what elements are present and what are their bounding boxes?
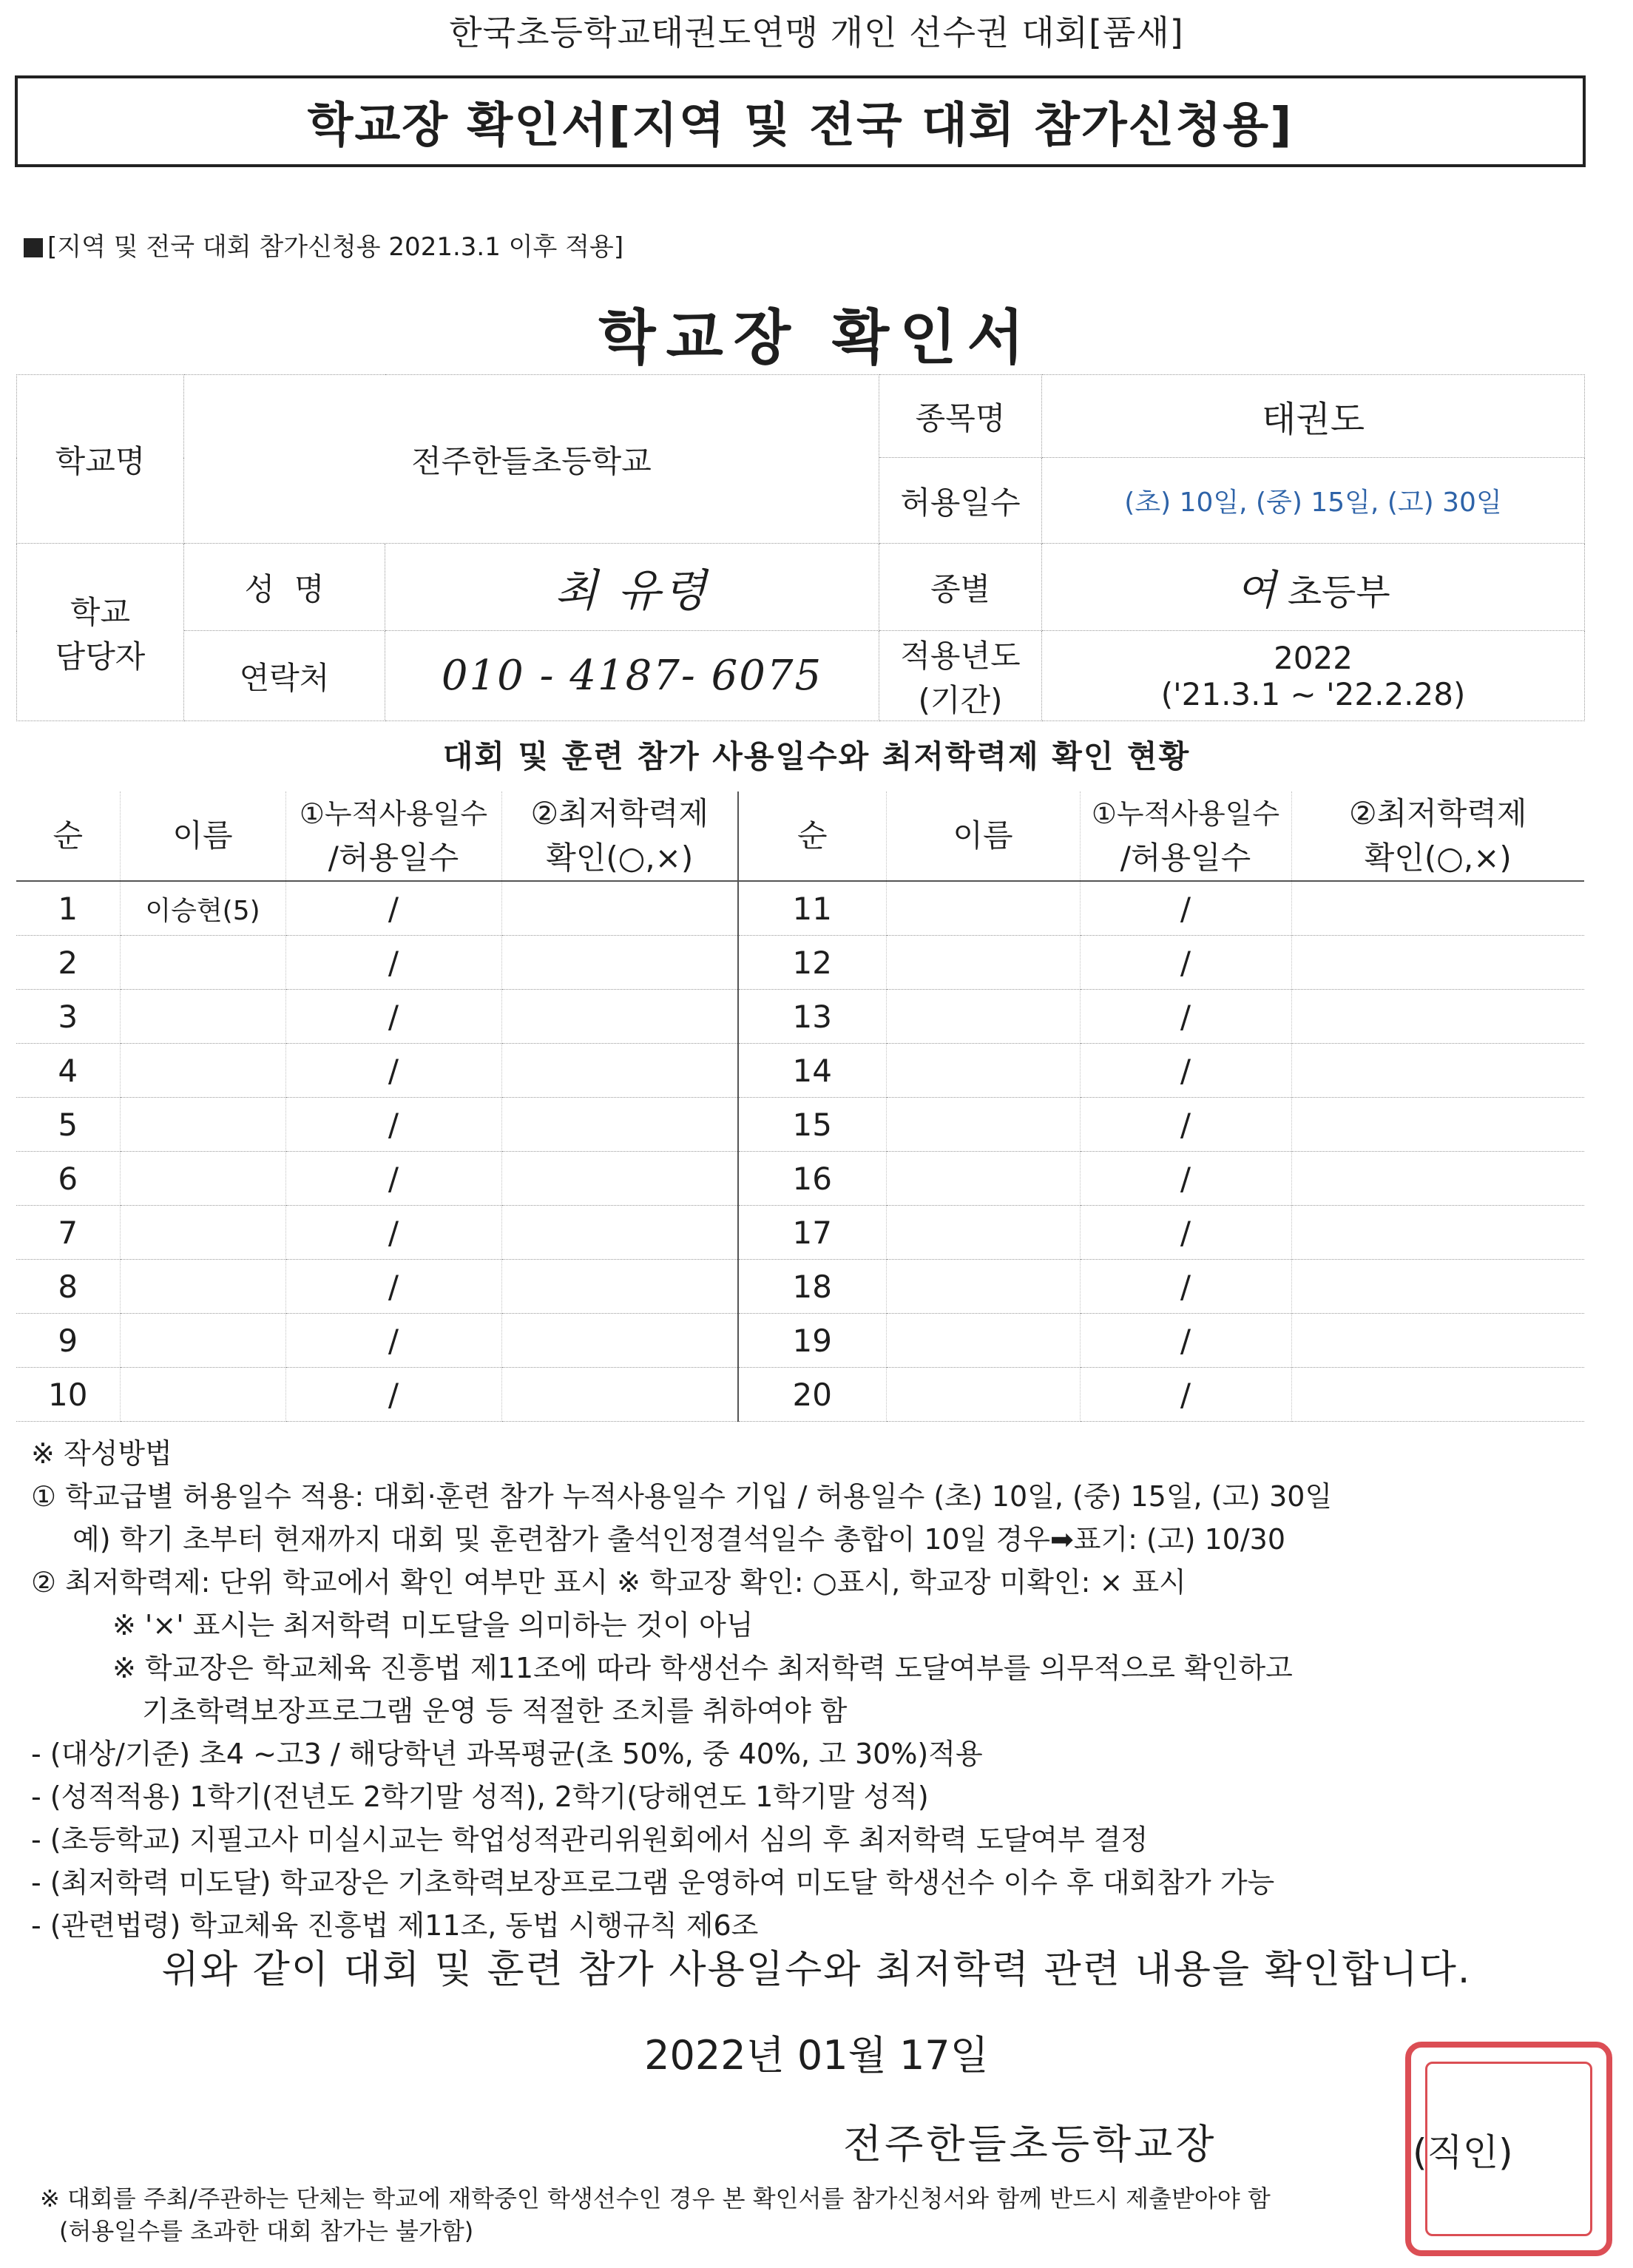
instruction-line: ② 최저학력제: 단위 학교에서 확인 여부만 표시 ※ 학교장 확인: ○표시, 학교장 미확인: × 표시 [31,1566,1186,1599]
col-check-left [501,792,738,881]
left-name-cell [120,1368,285,1422]
left-check-cell [501,1314,738,1368]
right-days-cell: / [1080,1044,1291,1098]
col-days-right-line1: ①누적사용일수 [1091,797,1280,830]
table-row [16,1098,1584,1152]
usage-section-title: 대회 및 훈련 참가 사용일수와 최저학력제 확인 현황 [442,738,1191,774]
category-value [1042,544,1585,631]
right-days-cell: / [1080,1368,1291,1422]
col-check-left-line2: 확인(○,×) [546,840,694,876]
left-check-cell [501,1152,738,1206]
principal-title: 전주한들초등학교장 [843,2121,1217,2167]
col-name-right: 이름 [886,792,1080,881]
right-days-cell: / [1080,1314,1291,1368]
left-days-cell: / [285,1368,501,1422]
left-name-cell [120,1098,285,1152]
right-name-cell [886,1044,1080,1098]
col-check-left-line1: ②최저학력제 [530,795,709,831]
col-days-left-line1: ①누적사용일수 [299,797,488,830]
right-no-cell: 12 [738,936,886,990]
left-name-cell [120,1206,285,1260]
left-check-cell [501,936,738,990]
col-days-right-line2: /허용일수 [1120,840,1251,876]
period-value [1042,631,1585,721]
right-no-cell: 17 [738,1206,886,1260]
table-row [16,1206,1584,1260]
category-mark-handwriting: 여 [1236,566,1278,615]
seal-label: (직인) [1413,2131,1513,2174]
left-no-cell: 9 [16,1314,120,1368]
right-name-cell [886,1368,1080,1422]
left-check-cell [501,1260,738,1314]
manager-label-line2: 담당자 [55,638,146,675]
instruction-line: ※ 학교장은 학교체육 진흥법 제11조에 따라 학생선수 최저학력 도달여부를 의무적으로 확인하고 [112,1652,1293,1684]
table-row [16,1314,1584,1368]
table-row [16,881,1584,936]
instruction-line: ① 학교급별 허용일수 적용: 대회·훈련 참가 누적사용일수 기입 / 허용일수 (초) 10일, (중) 15일, (고) 30일 [31,1480,1333,1513]
instruction-line: 예) 학기 초부터 현재까지 대회 및 훈련참가 출석인정결석일수 총합이 10일 경우➡표기: (고) 10/30 [72,1523,1286,1556]
left-name-cell [120,1152,285,1206]
col-check-right-line1: ②최저학력제 [1348,795,1527,831]
left-no-cell: 1 [16,881,120,936]
left-check-cell [501,1206,738,1260]
left-no-cell: 2 [16,936,120,990]
table-row [16,1152,1584,1206]
manager-name-label: 성 명 [184,544,385,631]
col-check-right [1291,792,1584,881]
right-days-cell: / [1080,1260,1291,1314]
col-no-right: 순 [738,792,886,881]
instruction-line: - (최저학력 미도달) 학교장은 기초학력보장프로그램 운영하여 미도달 학생선수 이수 후 대회참가 가능 [31,1866,1275,1899]
right-no-cell: 15 [738,1098,886,1152]
left-name-cell [120,936,285,990]
col-days-right [1080,792,1291,881]
contact-label: 연락처 [184,631,385,721]
usage-table-body [16,881,1584,1422]
contact-handwriting: 010 - 4187- 6075 [441,652,823,700]
right-name-cell [886,1098,1080,1152]
col-no-left: 순 [16,792,120,881]
document-date: 2022년 01월 17일 [644,2032,989,2079]
left-days-cell: / [285,1314,501,1368]
col-check-right-line2: 확인(○,×) [1364,840,1512,876]
right-check-cell [1291,1152,1584,1206]
period-year: 2022 [1274,639,1353,676]
square-bullet-icon [24,238,43,257]
left-name-cell [120,990,285,1044]
usage-table-header [16,792,1584,881]
left-days-cell: / [285,936,501,990]
left-no-cell: 3 [16,990,120,1044]
allowed-days-label: 허용일수 [879,458,1042,544]
right-no-cell: 11 [738,881,886,936]
left-name-cell [120,1260,285,1314]
right-days-cell: / [1080,881,1291,936]
confirmation-statement: 위와 같이 대회 및 훈련 참가 사용일수와 최저학력 관련 내용을 확인합니다. [161,1948,1472,1992]
right-no-cell: 18 [738,1260,886,1314]
manager-label [17,544,184,721]
left-no-cell: 4 [16,1044,120,1098]
left-days-cell: / [285,1206,501,1260]
right-no-cell: 20 [738,1368,886,1422]
right-check-cell [1291,1314,1584,1368]
left-check-cell [501,1098,738,1152]
right-check-cell [1291,1098,1584,1152]
event-label: 종목명 [879,375,1042,458]
col-days-left-line2: /허용일수 [328,840,459,876]
manager-name-handwriting: 최 유령 [555,564,709,617]
left-days-cell: / [285,1260,501,1314]
right-days-cell: / [1080,1152,1291,1206]
document-title: 학교장 확인서 [598,303,1035,372]
right-check-cell [1291,990,1584,1044]
table-row [16,1368,1584,1422]
manager-label-line1: 학교 [70,593,131,630]
period-range: ('21.3.1 ~ '22.2.28) [1160,675,1466,712]
right-name-cell [886,936,1080,990]
right-days-cell: / [1080,1206,1291,1260]
right-name-cell [886,1152,1080,1206]
right-check-cell [1291,1206,1584,1260]
banner-title: 학교장 확인서[지역 및 전국 대회 참가신청용] [15,75,1586,167]
period-label-line2: (기간) [918,681,1003,718]
school-info-table [16,374,1585,721]
instruction-line: - (초등학교) 지필고사 미실시교는 학업성적관리위원회에서 심의 후 최저학력 도달여부 결정 [31,1823,1149,1856]
table-row [16,1044,1584,1098]
school-name-value: 전주한들초등학교 [184,375,879,544]
right-check-cell [1291,881,1584,936]
instruction-line: - (관련법령) 학교체육 진흥법 제11조, 동법 시행규칙 제6조 [31,1909,759,1942]
left-check-cell [501,881,738,936]
right-days-cell: / [1080,990,1291,1044]
footer-line2: (허용일수를 초과한 대회 참가는 불가함) [59,2217,474,2245]
instruction-line: - (대상/기준) 초4 ~고3 / 해당학년 과목평균(초 50%, 중 40%, 고 30%)적용 [31,1738,983,1770]
right-no-cell: 14 [738,1044,886,1098]
left-no-cell: 10 [16,1368,120,1422]
applicability-note [24,226,623,263]
left-check-cell [501,990,738,1044]
right-check-cell [1291,1044,1584,1098]
contact-value [385,631,879,721]
right-days-cell: / [1080,936,1291,990]
left-days-cell: / [285,1098,501,1152]
right-name-cell [886,1206,1080,1260]
period-label [879,631,1042,721]
instruction-line: ※ '×' 표시는 최저학력 미도달을 의미하는 것이 아님 [112,1609,754,1641]
table-row [16,936,1584,990]
right-name-cell [886,1260,1080,1314]
footer-line1: ※ 대회를 주최/주관하는 단체는 학교에 재학중인 학생선수인 경우 본 확인서를 참가신청서와 함께 반드시 제출받아야 함 [40,2184,1271,2213]
left-days-cell: / [285,1152,501,1206]
left-no-cell: 7 [16,1206,120,1260]
left-check-cell [501,1044,738,1098]
competition-caption: 한국초등학교태권도연맹 개인 선수권 대회[품새] [449,13,1184,53]
left-days-cell: / [285,1044,501,1098]
left-check-cell [501,1368,738,1422]
table-row [16,990,1584,1044]
instructions [31,1432,1606,1947]
manager-name-value [385,544,879,631]
instructions-heading: ※ 작성방법 [31,1437,172,1470]
col-name-left: 이름 [120,792,285,881]
school-name-label: 학교명 [17,375,184,544]
applicability-note-text: [지역 및 전국 대회 참가신청용 2021.3.1 이후 적용] [47,232,624,262]
left-days-cell: / [285,990,501,1044]
instruction-line: 기초학력보장프로그램 운영 등 적절한 조치를 취하여야 함 [142,1695,848,1727]
right-days-cell: / [1080,1098,1291,1152]
category-label: 종별 [879,544,1042,631]
right-no-cell: 19 [738,1314,886,1368]
right-name-cell [886,881,1080,936]
right-no-cell: 13 [738,990,886,1044]
right-name-cell [886,990,1080,1044]
col-days-left [285,792,501,881]
right-no-cell: 16 [738,1152,886,1206]
left-name-cell: 이승현(5) [120,881,285,936]
period-label-line1: 적용년도 [900,637,1021,674]
left-no-cell: 5 [16,1098,120,1152]
allowed-days-value: (초) 10일, (중) 15일, (고) 30일 [1042,458,1585,544]
event-value: 태권도 [1042,375,1585,458]
instruction-line: - (성적적용) 1학기(전년도 2학기말 성적), 2학기(당해연도 1학기말 성적) [31,1781,929,1813]
footer-note [40,2182,1615,2247]
left-days-cell: / [285,881,501,936]
right-check-cell [1291,936,1584,990]
table-row [16,1260,1584,1314]
left-no-cell: 8 [16,1260,120,1314]
right-check-cell [1291,1260,1584,1314]
left-name-cell [120,1044,285,1098]
right-name-cell [886,1314,1080,1368]
category-value-text: 초등부 [1287,571,1390,613]
left-no-cell: 6 [16,1152,120,1206]
usage-table [16,792,1584,1422]
left-name-cell [120,1314,285,1368]
right-check-cell [1291,1368,1584,1422]
